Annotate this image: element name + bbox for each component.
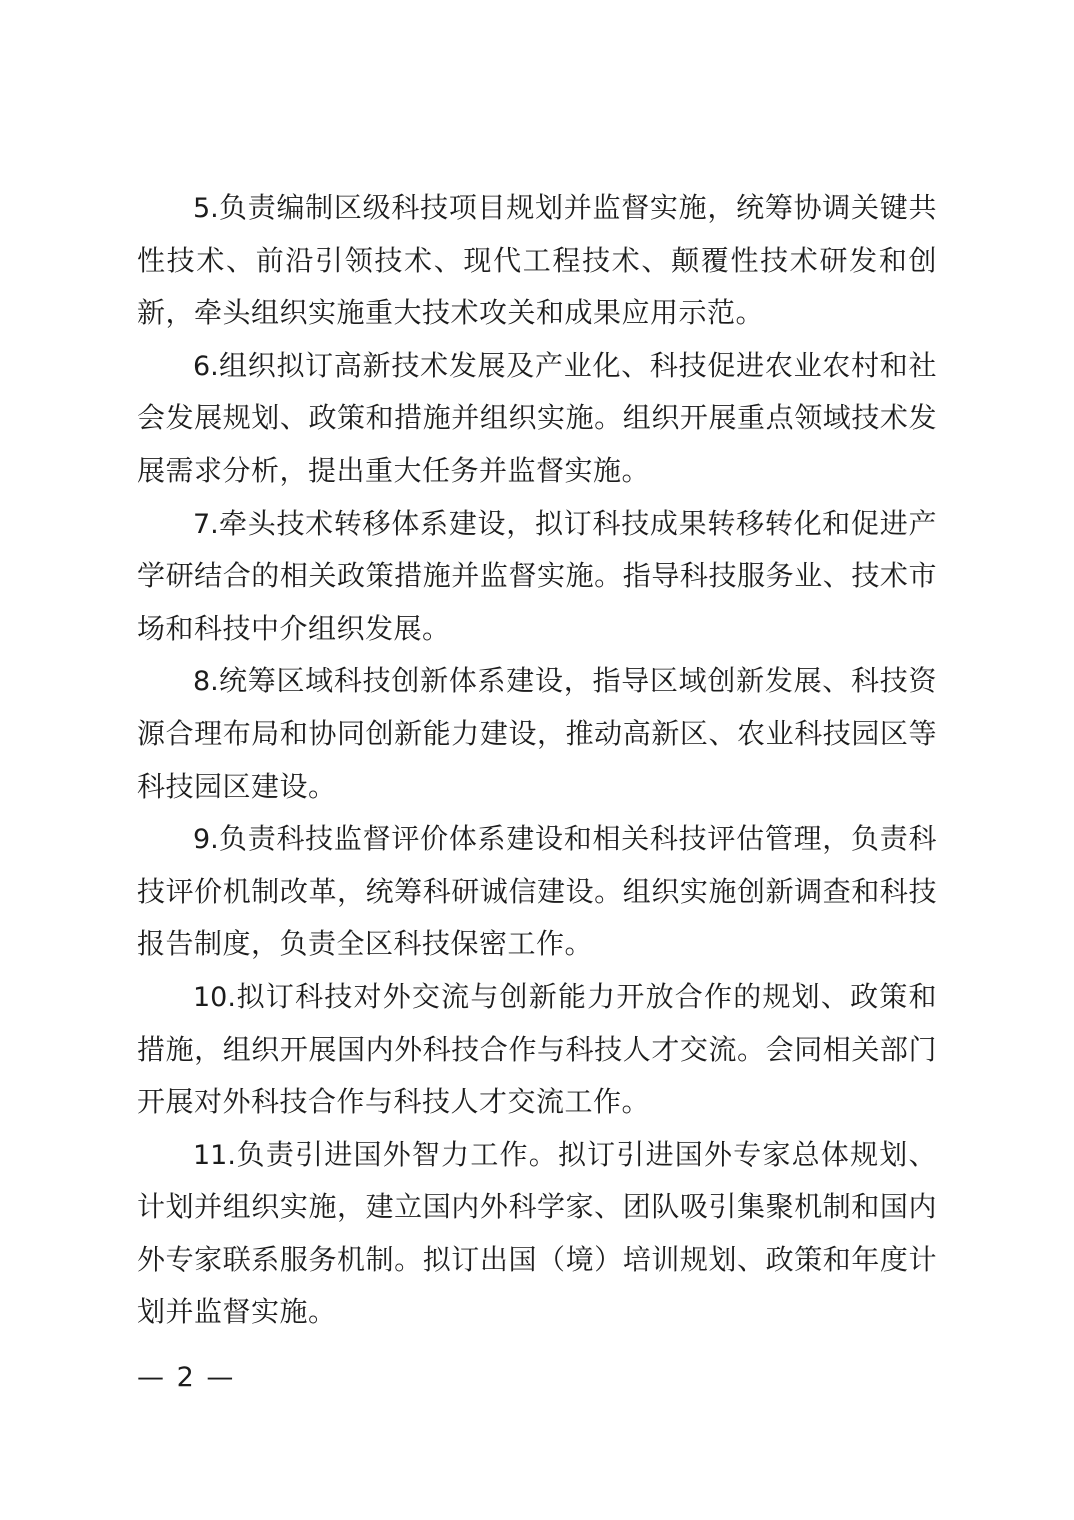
paragraph-text: 统筹区域科技创新体系建设，指导区域创新发展、科技资源合理布局和协同创新能力建设，推动高新区、农业科技园区等科技园区建设。 [137, 666, 937, 803]
paragraph-text: 拟订科技对外交流与创新能力开放合作的规划、政策和措施，组织开展国内外科技合作与科技人才交流。会同相关部门开展对外科技合作与科技人才交流工作。 [137, 981, 937, 1119]
page-number: — 2 — [137, 1362, 236, 1393]
paragraph-item-11 [137, 1130, 937, 1340]
paragraph-text: 牵头技术转移体系建设，拟订科技成果转移转化和促进产学研结合的相关政策措施并监督实施。指导科技服务业、技术市场和科技中介组织发展。 [137, 508, 937, 645]
paragraph-text: 负责编制区级科技项目规划并监督实施，统筹协调关键共性技术、前沿引领技术、现代工程技术、颠覆性技术研发和创新，牵头组织实施重大技术攻关和成果应用示范。 [137, 193, 937, 330]
paragraph-number: 8. [193, 666, 219, 698]
paragraph-number: 9. [193, 824, 219, 856]
paragraph-number: 5. [193, 193, 219, 224]
paragraph-number: 10. [193, 981, 236, 1013]
paragraph-item-9 [137, 814, 937, 972]
paragraph-number: 11. [193, 1139, 236, 1171]
paragraph-number: 6. [193, 350, 219, 382]
paragraph-text: 负责科技监督评价体系建设和相关科技评估管理，负责科技评价机制改革，统筹科研诚信建设。组织实施创新调查和科技报告制度，负责全区科技保密工作。 [137, 824, 937, 961]
document-body [137, 183, 937, 1340]
paragraph-number: 7. [193, 508, 219, 540]
paragraph-item-7 [137, 499, 937, 657]
paragraph-item-6 [137, 341, 937, 499]
paragraph-text: 负责引进国外智力工作。拟订引进国外专家总体规划、计划并组织实施，建立国内外科学家、团队吸引集聚机制和国内外专家联系服务机制。拟订出国（境）培训规划、政策和年度计划并监督实施。 [137, 1139, 937, 1329]
paragraph-text: 组织拟订高新技术发展及产业化、科技促进农业农村和社会发展规划、政策和措施并组织实施。组织开展重点领域技术发展需求分析，提出重大任务并监督实施。 [137, 350, 937, 487]
paragraph-item-8 [137, 656, 937, 814]
paragraph-item-10 [137, 972, 937, 1130]
paragraph-item-5 [137, 183, 937, 341]
